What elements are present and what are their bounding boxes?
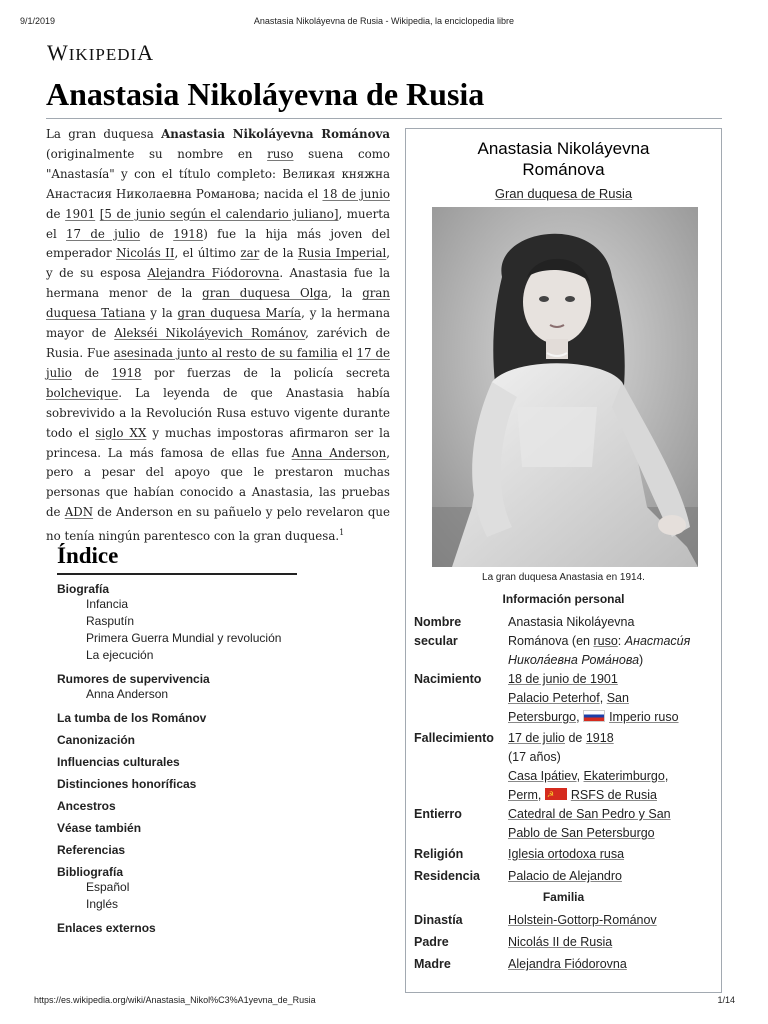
link-17-julio-2[interactable]: 17 de julio: [46, 345, 390, 380]
toc-title: Índice: [57, 543, 119, 568]
value-madre: [508, 955, 718, 974]
value-dinastia: [508, 911, 718, 930]
link-san-petersburgo[interactable]: San: [606, 691, 629, 705]
link-olga[interactable]: gran duquesa Olga: [202, 286, 328, 301]
value-line: [508, 805, 718, 824]
value-entierro: [508, 805, 718, 843]
link-17-julio[interactable]: 17 de julio: [66, 226, 141, 241]
intro-text: , y la hermana mayor de: [46, 306, 390, 341]
link-alexei[interactable]: Alekséi Nikoláyevich Románov: [114, 326, 306, 341]
value-italic: Никола́евна Рома́нова: [508, 653, 640, 667]
link-18-junio[interactable]: 18 de junio: [322, 186, 390, 201]
link-padre[interactable]: Nicolás II de Rusia: [508, 935, 613, 949]
intro-text: . Anastasia fue la hermana menor de la: [46, 266, 390, 301]
infobox-name: [406, 138, 721, 180]
intro-text: . La leyenda de que Anastasia había sobrevivido a la Revolución Rusa estuvo vigente durante todo el: [46, 385, 390, 440]
link-alejandra[interactable]: Alejandra Fiódorovna: [147, 266, 280, 281]
link-1901[interactable]: 1901: [65, 206, 96, 221]
toc-section: [57, 777, 297, 791]
toc-item[interactable]: La tumba de los Románov: [57, 711, 207, 725]
value-line: [508, 729, 718, 748]
toc-item[interactable]: Distinciones honoríficas: [57, 777, 197, 791]
link-bolchevique[interactable]: bolchevique: [46, 385, 119, 400]
toc-subitem[interactable]: Español: [86, 880, 130, 894]
toc-section: [57, 755, 297, 769]
value-text: ,: [599, 691, 607, 705]
print-date: 9/1/2019: [20, 16, 56, 26]
value-text: :: [617, 634, 625, 648]
toc-subitem[interactable]: Inglés: [86, 897, 119, 911]
label-nombre: Nombre: [414, 615, 462, 629]
intro-text: de: [71, 365, 112, 380]
page-title: Anastasia Nikoláyevna de Rusia: [46, 76, 485, 112]
intro-text: el: [337, 345, 357, 360]
infobox-subtitle: [406, 186, 721, 201]
intro-text: , y de su esposa: [46, 246, 391, 281]
value-nacimiento: [508, 670, 718, 727]
intro-text: La gran duquesa: [46, 127, 162, 141]
link-zar[interactable]: zar: [240, 246, 260, 261]
intro-text: (originalmente su nombre en: [46, 146, 268, 161]
link-casa-ipatiev[interactable]: Casa Ipátiev: [508, 769, 577, 783]
link-ruso-infobox[interactable]: ruso: [593, 634, 618, 648]
link-iglesia-ortodoxa[interactable]: Iglesia ortodoxa rusa: [508, 847, 625, 861]
link-ekaterimburgo[interactable]: Ekaterimburgo: [583, 769, 665, 783]
photo-caption: La gran duquesa Anastasia en 1914.: [482, 572, 645, 583]
section-personal-info: Información personal: [502, 592, 625, 606]
section-family: Familia: [542, 890, 585, 904]
value-padre: [508, 933, 718, 952]
toc-section: [57, 821, 297, 835]
label-religion: Religión: [414, 847, 464, 861]
toc-subitem[interactable]: Rasputín: [86, 614, 135, 628]
intro-text: ) fue la hija más joven del emperador: [46, 226, 390, 261]
link-death-day[interactable]: 17 de julio: [508, 731, 565, 745]
intro-text: de la: [259, 246, 298, 261]
label-nacimiento: Nacimiento: [414, 672, 482, 686]
infobox-name-line1: Anastasia Nikoláyevna: [477, 139, 650, 158]
value-line: [508, 632, 718, 651]
link-death-year[interactable]: 1918: [585, 731, 614, 745]
value-text: Románova (en: [508, 634, 594, 648]
link-perm[interactable]: Perm: [508, 788, 538, 802]
infobox-subtitle-link[interactable]: Gran duquesa de Rusia: [494, 186, 633, 201]
link-rsfs-rusia[interactable]: RSFS de Rusia: [570, 788, 657, 802]
link-catedral[interactable]: Catedral de San Pedro y San: [508, 807, 671, 821]
toc-item[interactable]: Bibliografía: [57, 865, 124, 879]
intro-text: de Anderson en su pañuelo y pelo revelaron que no tenía ningún parentesco con la gran duquesa.: [46, 505, 390, 544]
label-entierro: Entierro: [414, 807, 462, 821]
link-siglo-xx[interactable]: siglo XX: [95, 425, 147, 440]
toc-item[interactable]: Rumores de supervivencia: [57, 672, 210, 686]
value-line: [508, 651, 718, 670]
toc-subitem[interactable]: Primera Guerra Mundial y revolución: [86, 631, 282, 645]
link-birth-date[interactable]: 18 de junio de 1901: [508, 672, 618, 686]
print-page-number: 1/14: [717, 995, 735, 1005]
intro-text: , el último: [174, 246, 241, 261]
toc-item[interactable]: Ancestros: [57, 799, 116, 813]
intro-text: , muerta el: [46, 206, 390, 241]
label-residencia: Residencia: [414, 869, 481, 883]
logo-w: W: [47, 40, 69, 65]
title-divider: [46, 118, 722, 119]
link-dinastia[interactable]: Holstein-Gottorp-Románov: [508, 913, 657, 927]
link-palacio-alejandro[interactable]: Palacio de Alejandro: [508, 869, 622, 883]
value-fallecimiento: [508, 729, 718, 805]
wikipedia-logo[interactable]: [47, 40, 154, 66]
value-text: ): [639, 653, 644, 667]
link-catedral-2[interactable]: Pablo de San Petersburgo: [508, 826, 655, 840]
value-line: [508, 748, 718, 767]
link-maria[interactable]: gran duquesa María: [177, 306, 302, 321]
link-palacio-peterhof[interactable]: Palacio Peterhof: [508, 691, 600, 705]
value-line: [508, 670, 718, 689]
toc-section: [57, 921, 297, 935]
label-secular: secular: [414, 634, 458, 648]
logo-a: A: [137, 40, 155, 65]
link-1918[interactable]: 1918: [173, 226, 204, 241]
print-url: https://es.wikipedia.org/wiki/Anastasia_Nikol%C3%A1yevna_de_Rusia: [34, 995, 316, 1005]
toc-divider: [57, 573, 297, 575]
toc-item[interactable]: Véase también: [57, 821, 142, 835]
value-religion: [508, 845, 718, 864]
link-anna-anderson[interactable]: Anna Anderson: [291, 445, 387, 460]
toc-section: [57, 799, 297, 813]
toc-item[interactable]: Referencias: [57, 843, 126, 857]
toc-section: [57, 865, 297, 913]
reference-1[interactable]: 1: [339, 528, 345, 538]
link-imperio-ruso[interactable]: Imperio ruso: [609, 710, 679, 724]
toc-section: [57, 843, 297, 857]
link-asesinada[interactable]: asesinada junto al resto de su familia: [113, 345, 338, 360]
link-ruso[interactable]: ruso: [267, 146, 294, 161]
link-adn[interactable]: ADN: [64, 505, 94, 520]
toc-item[interactable]: Influencias culturales: [57, 755, 180, 769]
table-of-contents: [57, 543, 297, 935]
label-fallecimiento: Fallecimiento: [414, 731, 494, 745]
toc-item[interactable]: Biografía: [57, 582, 110, 596]
link-madre[interactable]: Alejandra Fiódorovna: [508, 957, 627, 971]
link-san-petersburgo-2[interactable]: Petersburgo: [508, 710, 577, 724]
label-nombre-secular: [414, 613, 506, 651]
toc-subitem[interactable]: Anna Anderson: [86, 687, 169, 701]
russian-empire-flag-icon: [583, 710, 605, 722]
infobox: [405, 128, 722, 993]
intro-text: de: [46, 206, 66, 221]
intro-paragraph: [46, 125, 390, 547]
value-line: [508, 824, 718, 843]
link-rusia-imperial[interactable]: Rusia Imperial: [297, 246, 387, 261]
value-line: Perm, ☭RSFS de Rusia: [508, 786, 718, 805]
toc-section: [57, 582, 297, 664]
toc-item[interactable]: Enlaces externos: [57, 921, 156, 935]
link-tatiana[interactable]: gran duquesa Tatiana: [46, 286, 391, 321]
intro-text: , la: [328, 286, 363, 301]
intro-text: y la: [145, 306, 178, 321]
print-title: Anastasia Nikoláyevna de Rusia - Wikipedia, la enciclopedia libre: [253, 16, 515, 26]
value-line: [508, 689, 718, 708]
intro-text: suena como "Anastasía" y con el título completo: Великая княжна Анастасия Николаевна Романова; nacida el: [46, 146, 390, 201]
intro-text: de: [140, 226, 174, 241]
intro-text: por fuerzas de la policía secreta: [141, 365, 390, 380]
label-dinastia: Dinastía: [414, 913, 463, 927]
intro-bold-name: Anastasia Nikoláyevna Románova: [161, 127, 391, 141]
intro-text: , pero a pesar del apoyo que le prestaron muchas personas que habían conocido a Anastasia, las pruebas de: [46, 445, 391, 520]
value-line: Anastasia Nikoláyevna: [508, 615, 635, 629]
value-age: (17 años): [508, 750, 561, 764]
toc-list: [57, 582, 297, 935]
link-1918-2[interactable]: 1918: [111, 365, 142, 380]
infobox-name-line2: Románova: [522, 160, 605, 179]
intro-text: y muchas impostoras afirmaron ser la princesa. La más famosa de ellas fue: [46, 425, 390, 460]
portrait-photo[interactable]: [432, 207, 698, 567]
label-padre: Padre: [414, 935, 449, 949]
value-line: Casa Ipátiev, Ekaterimburgo,: [508, 769, 669, 783]
logo-middle: IKIPEDI: [68, 45, 138, 64]
value-line: Petersburgo, Imperio ruso: [508, 710, 679, 724]
value-text: de: [565, 731, 586, 745]
value-residencia: [508, 867, 718, 886]
link-calendario-juliano[interactable]: [5 de junio según el calendario juliano]: [99, 206, 339, 221]
label-madre: Madre: [414, 957, 451, 971]
toc-item[interactable]: Canonización: [57, 733, 136, 747]
intro-text: , zarévich de Rusia. Fue: [46, 326, 390, 360]
toc-section: [57, 711, 297, 725]
toc-subitem[interactable]: La ejecución: [86, 648, 154, 662]
value-italic: Анастаси́я: [624, 634, 691, 648]
rsfs-flag-icon: [545, 788, 567, 800]
link-nicolas-ii[interactable]: Nicolás II: [116, 246, 175, 261]
value-nombre-secular: [508, 613, 718, 670]
toc-section: [57, 733, 297, 747]
toc-subitem[interactable]: Infancia: [86, 597, 129, 611]
toc-section: [57, 672, 297, 703]
